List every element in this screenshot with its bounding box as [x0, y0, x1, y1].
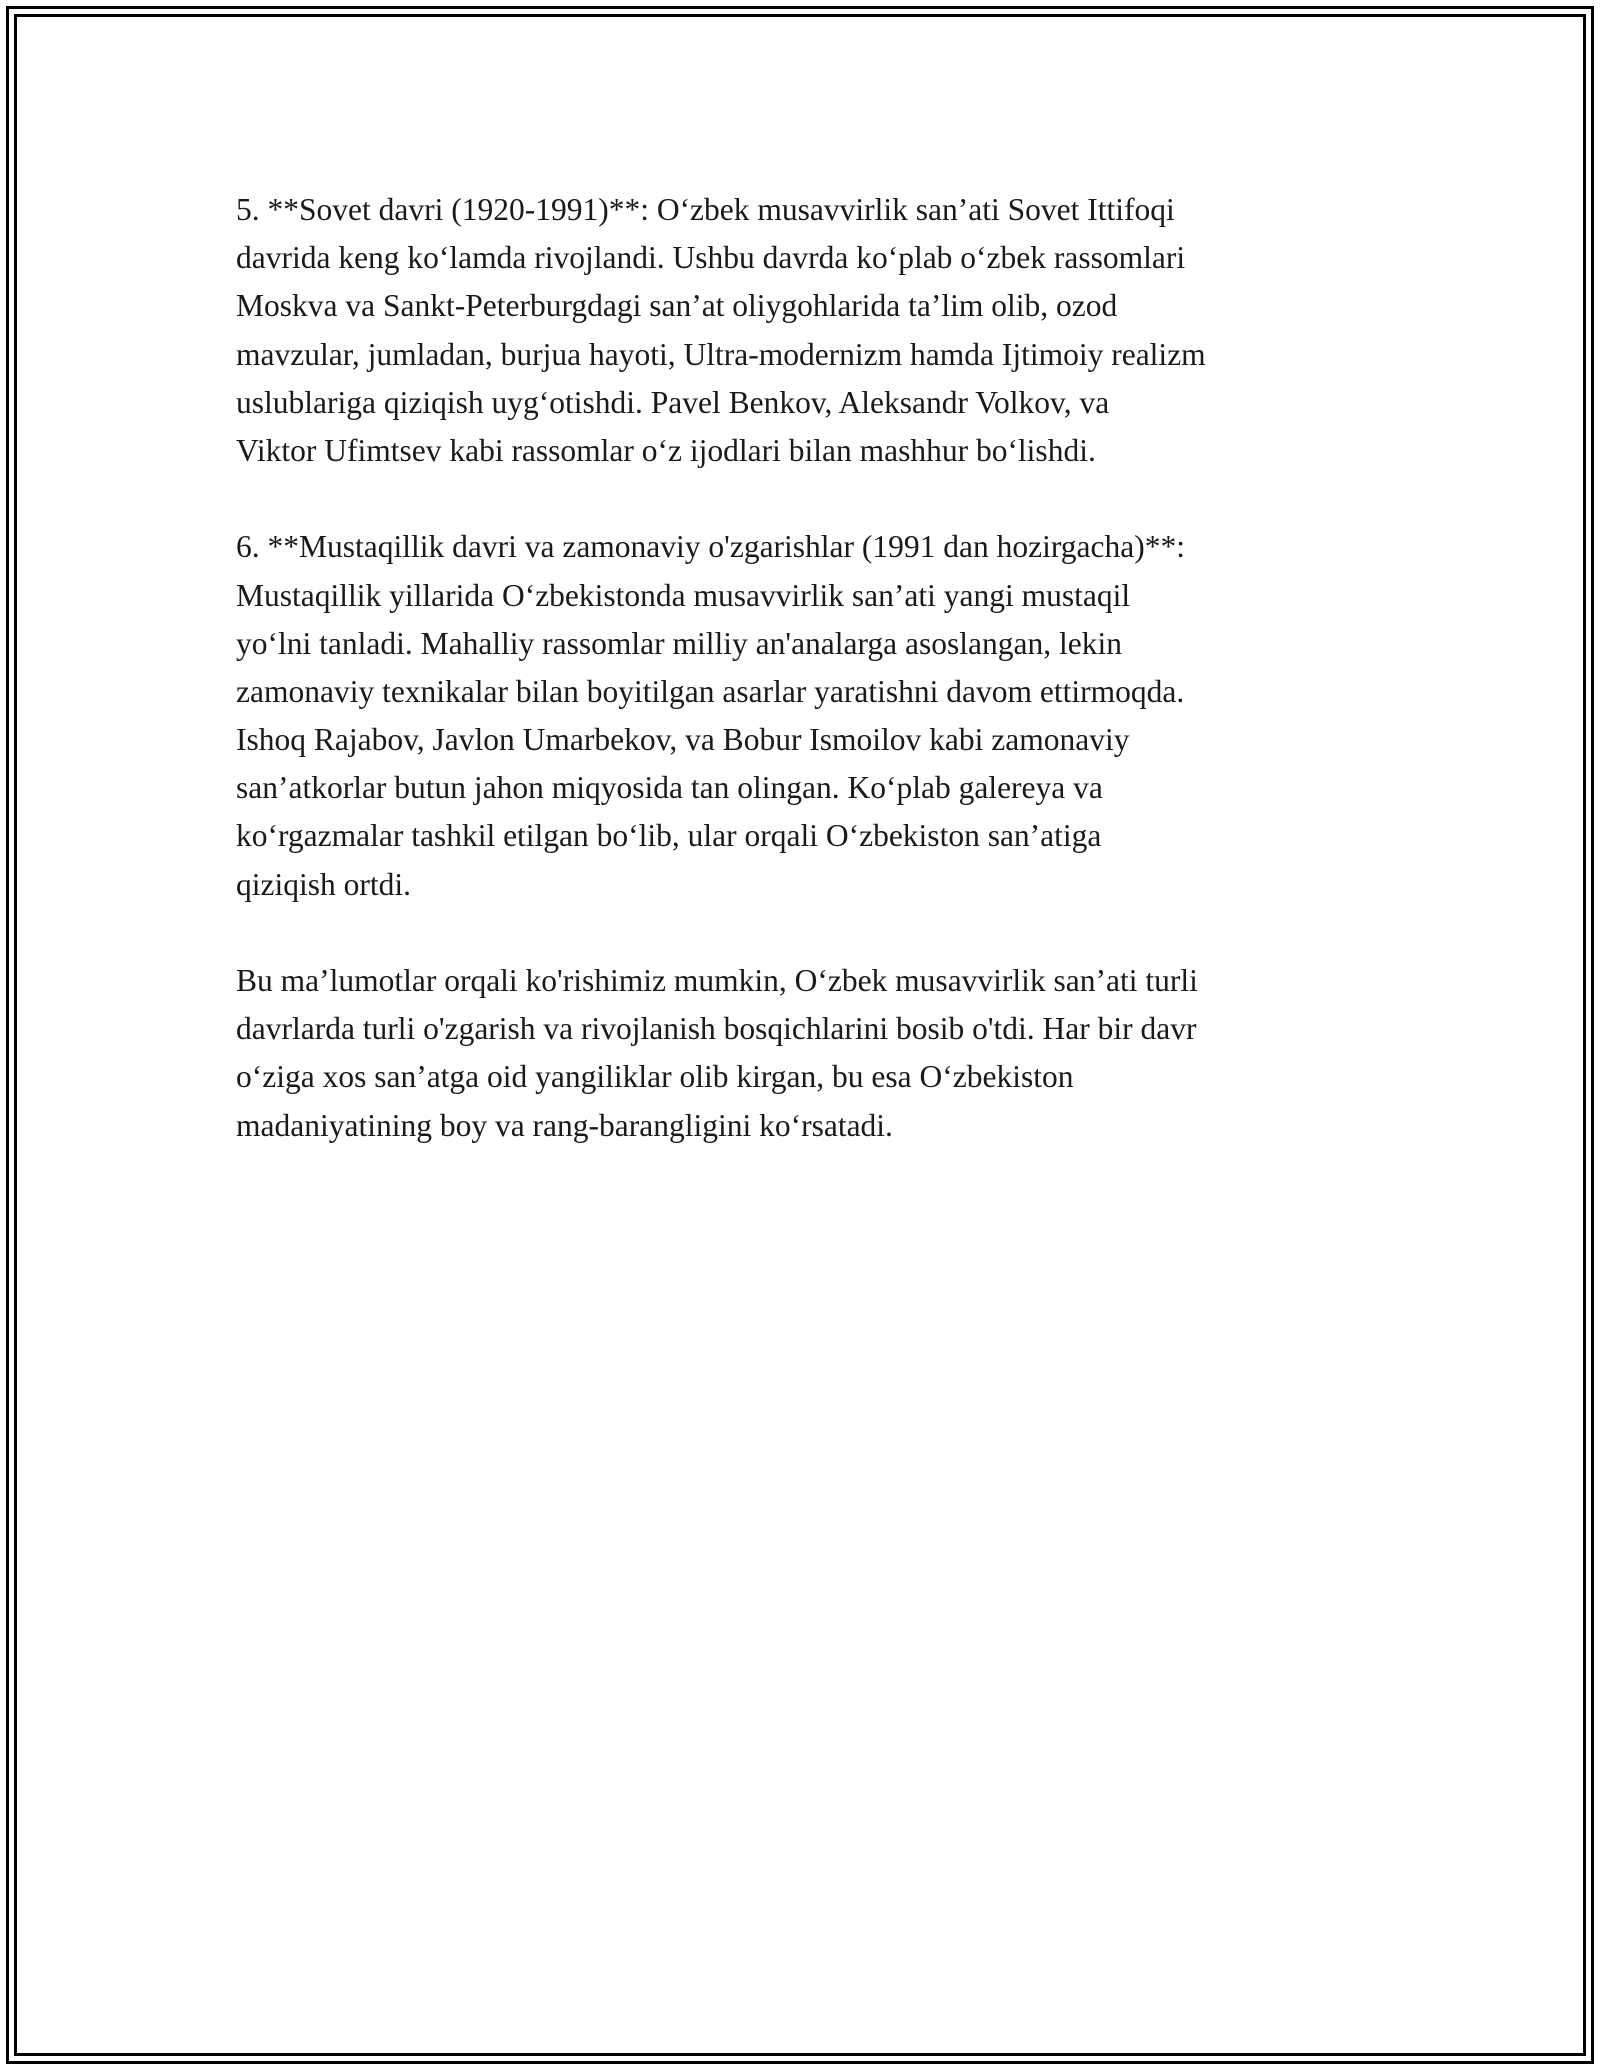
text-line: Mustaqillik yillarida O‘zbekistonda musavvirlik san’ati yangi mustaqil [236, 577, 1131, 613]
text-line: o‘ziga xos san’atga oid yangiliklar olib kirgan, bu esa O‘zbekiston [236, 1059, 1074, 1095]
text-line: Ishoq Rajabov, Javlon Umarbekov, va Bobur Ismoilov kabi zamonaviy [236, 722, 1130, 758]
text-line: san’atkorlar butun jahon miqyosida tan olingan. Ko‘plab galereya va [236, 770, 1103, 806]
text-line: madaniyatining boy va rang-barangligini ko‘rsatadi. [236, 1107, 893, 1143]
document-body [236, 186, 1376, 1198]
text-line: davrlarda turli o'zgarish va rivojlanish bosqichlarini bosib o'tdi. Har bir davr [236, 1011, 1197, 1047]
text-line: uslublariga qiziqish uyg‘otishdi. Pavel Benkov, Aleksandr Volkov, va [236, 384, 1110, 420]
text-line: 6. **Mustaqillik davri va zamonaviy o'zgarishlar (1991 dan hozirgacha)**: [236, 529, 1185, 565]
paragraph-conclusion [236, 957, 1376, 1150]
text-line: yo‘lni tanladi. Mahalliy rassomlar milliy an'analarga asoslangan, lekin [236, 625, 1122, 661]
text-line: zamonaviy texnikalar bilan boyitilgan asarlar yaratishni davom ettirmoqda. [236, 673, 1185, 709]
text-line: qiziqish ortdi. [236, 866, 411, 902]
paragraph-independence-period [236, 523, 1376, 909]
text-line: ko‘rgazmalar tashkil etilgan bo‘lib, ular orqali O‘zbekiston san’atiga [236, 818, 1102, 854]
text-line: Moskva va Sankt-Peterburgdagi san’at oliygohlarida ta’lim olib, ozod [236, 288, 1118, 324]
text-line: davrida keng ko‘lamda rivojlandi. Ushbu davrda ko‘plab o‘zbek rassomlari [236, 240, 1186, 276]
text-line: 5. **Sovet davri (1920-1991)**: O‘zbek musavvirlik san’ati Sovet Ittifoqi [236, 192, 1175, 227]
text-line: mavzular, jumladan, burjua hayoti, Ultra-modernizm hamda Ijtimoiy realizm [236, 336, 1206, 372]
text-line: Viktor Ufimtsev kabi rassomlar o‘z ijodlari bilan mashhur bo‘lishdi. [236, 432, 1096, 468]
text-line: Bu ma’lumotlar orqali ko'rishimiz mumkin, O‘zbek musavvirlik san’ati turli [236, 963, 1198, 998]
paragraph-soviet-period [236, 186, 1376, 475]
